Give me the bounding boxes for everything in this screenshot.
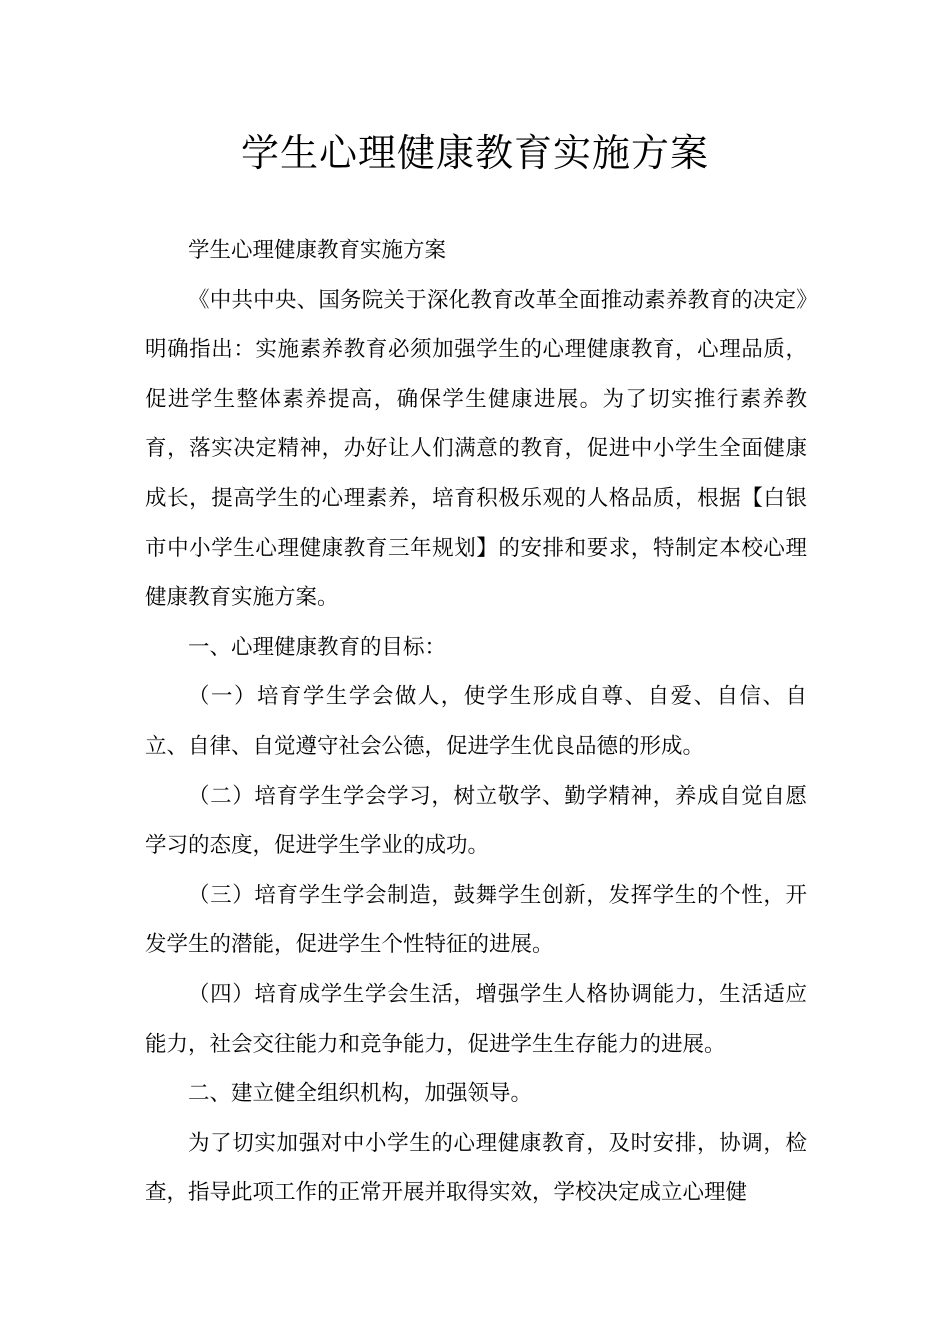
paragraph-organization: 为了切实加强对中小学生的心理健康教育，及时安排，协调，检查，指导此项工作的正常开展并取得实效，学校决定成立心理健 xyxy=(145,1130,807,1206)
paragraph-goal-4: （四）培育成学生学会生活，增强学生人格协调能力，生活适应能力，社会交往能力和竞争能力，促进学生生存能力的进展。 xyxy=(145,981,807,1057)
section-heading-goals: 一、心理健康教育的目标： xyxy=(188,634,447,660)
paragraph-goal-1: （一）培育学生学会做人，使学生形成自尊、自爱、自信、自立、自律、自觉遵守社会公德，促进学生优良品德的形成。 xyxy=(145,684,807,759)
paragraph-subtitle: 学生心理健康教育实施方案 xyxy=(188,238,447,263)
document-title: 学生心理健康教育实施方案 xyxy=(240,131,709,175)
paragraph-goal-3: （三）培育学生学会制造，鼓舞学生创新，发挥学生的个性，开发学生的潜能，促进学生个性特征的进展。 xyxy=(145,882,807,958)
document-body xyxy=(145,226,807,1218)
section-heading-organization: 二、建立健全组织机构，加强领导。 xyxy=(188,1081,533,1107)
paragraph-intro: 《中共中央、国务院关于深化教育改革全面推动素养教育的决定》明确指出：实施素养教育必须加强学生的心理健康教育，心理品质，促进学生整体素养提高，确保学生健康进展。为了切实推行素养教育，落实决定精神，办好让人们满意的教育，促进中小学生全面健康成长，提高学生的心理素养，培育积极乐观的人格品质，根据【白银市中小学生心理健康教育三年规划】的安排和要求，特制定本校心理健康教育实施方案。 xyxy=(145,287,807,611)
paragraph-goal-2: （二）培育学生学会学习，树立敬学、勤学精神，养成自觉自愿学习的态度，促进学生学业的成功。 xyxy=(145,783,807,859)
